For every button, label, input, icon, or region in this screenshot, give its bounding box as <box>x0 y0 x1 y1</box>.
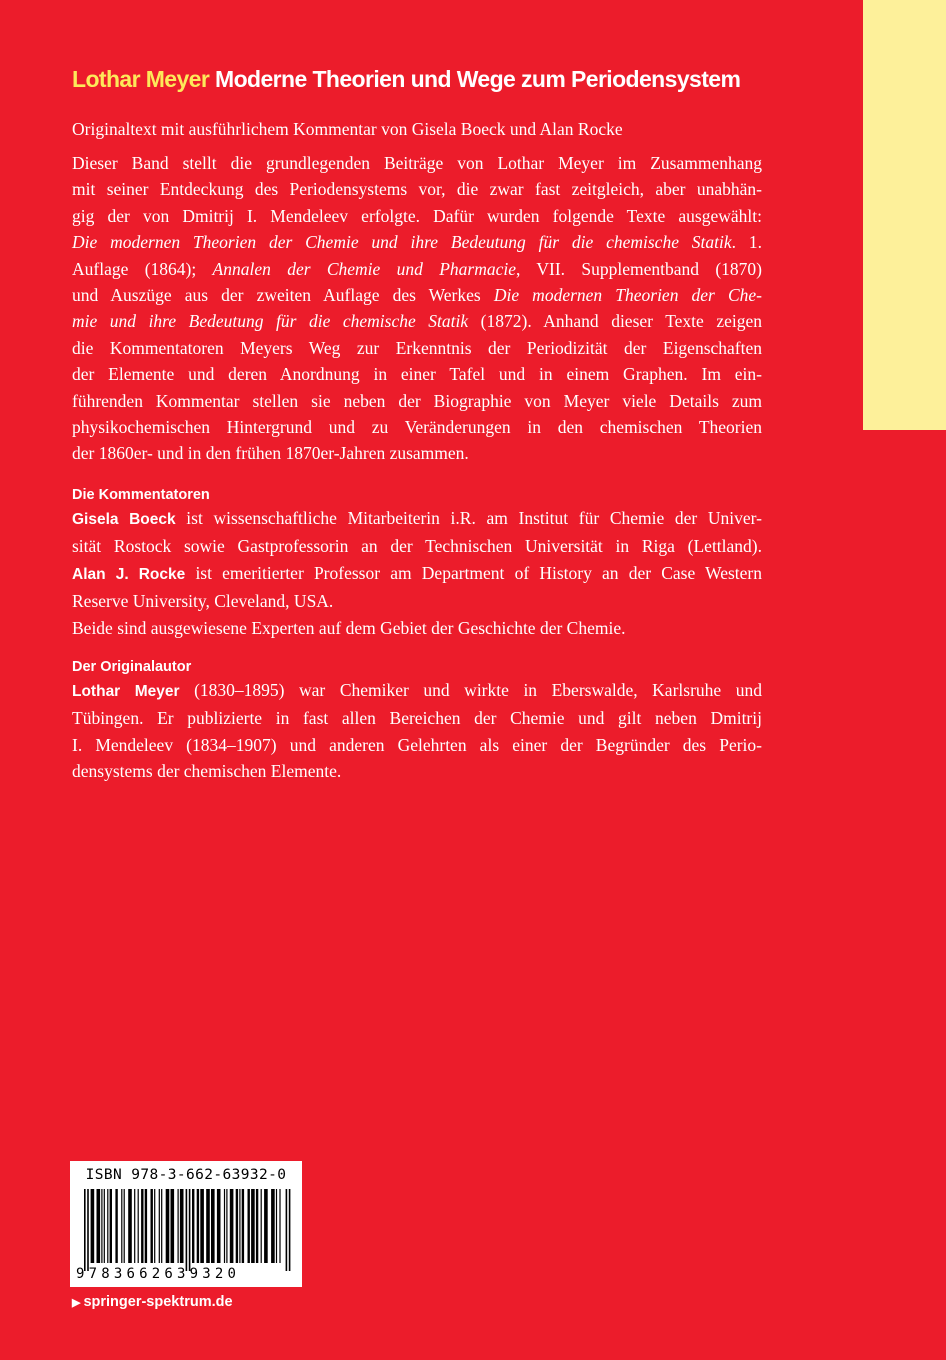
commentator-line <box>72 560 762 588</box>
text-span: (1830–1895) war Chemiker und wirkte in Eberswalde, Karlsruhe und <box>179 679 762 700</box>
description-line: der Elemente und deren Anordnung in einer Tafel und in einem Graphen. Im ein- <box>72 364 762 385</box>
author-line: I. Mendeleev (1834–1907) und anderen Gelehrten als einer der Begründer des Perio- <box>72 734 762 755</box>
text-span: ist wissenschaftliche Mitarbeiterin i.R. am Institut für Chemie der Univer- <box>175 507 762 528</box>
barcode-bar <box>87 1189 89 1271</box>
commentator-name: Alan J. Rocke <box>72 565 186 583</box>
commentator-line: Reserve University, Cleveland, USA. <box>72 591 334 612</box>
book-title-italic: Die modernen Theorien der Chemie und ihre Bedeutung für die chemische Statik <box>72 232 732 253</box>
barcode-bar <box>101 1189 102 1263</box>
description-line <box>72 256 762 282</box>
description-line: der 1860er- und in den frühen 1870er-Jahren zusammen. <box>72 443 469 464</box>
barcode-bar <box>200 1189 204 1263</box>
barcode-bar <box>121 1189 122 1263</box>
description-line: gig der von Dmitrij I. Mendeleev erfolgte. Dafür wurden folgende Texte ausgewählt: <box>72 205 762 226</box>
barcode-bar <box>124 1189 125 1263</box>
barcode-bar <box>110 1189 112 1263</box>
barcode-bar <box>159 1189 160 1263</box>
barcode-bar <box>91 1189 95 1263</box>
commentator-line <box>72 505 762 533</box>
title-text: Moderne Theorien und Wege zum Periodensystem <box>215 66 741 92</box>
barcode-bar <box>217 1189 221 1263</box>
description-line: Dieser Band stellt die grundlegenden Beiträge von Lothar Meyer im Zusammenhang <box>72 153 762 173</box>
barcode-bar <box>178 1189 179 1263</box>
title-author: Lothar Meyer <box>72 66 210 92</box>
barcode-bar <box>128 1189 132 1263</box>
journal-title-italic: Annalen der Chemie und Pharmacie <box>212 258 516 279</box>
commentator-name: Gisela Boeck <box>72 510 176 528</box>
barcode-bar <box>107 1189 108 1263</box>
barcode-bar <box>189 1189 191 1271</box>
barcode-bar <box>192 1189 194 1263</box>
text-span: , VII. Supplementband (1870) <box>516 258 762 279</box>
commentator-line: Beide sind ausgewiesene Experten auf dem Gebiet der Geschichte der Chemie. <box>72 617 626 638</box>
barcode-bar <box>180 1189 184 1263</box>
barcode-digits: 9783662639320 <box>76 1266 241 1282</box>
book-title-italic: Die modernen Theorien der Che- <box>493 285 762 306</box>
text-span: Auflage (1864); <box>72 258 213 279</box>
barcode-bar <box>276 1189 277 1263</box>
commentators-paragraph <box>72 505 762 641</box>
barcode-bar <box>289 1189 291 1271</box>
commentator-line: sität Rostock sowie Gastprofessorin an der Technischen Universität in Riga (Lettland). <box>72 536 762 557</box>
barcode-bar <box>248 1189 250 1263</box>
original-author-heading: Der Originalautor <box>72 658 192 675</box>
barcode-bar <box>154 1189 155 1263</box>
website-url[interactable]: springer-spektrum.de <box>83 1294 233 1310</box>
back-cover-content <box>72 62 762 785</box>
description-line: die Kommentatoren Meyers Weg zur Erkenntnis der Periodizität der Eigenschaften <box>72 337 762 358</box>
subtitle: Originaltext mit ausführlichem Kommentar von Gisela Boeck und Alan Rocke <box>72 119 623 139</box>
barcode-bar <box>256 1189 258 1263</box>
barcode-bar <box>138 1189 139 1263</box>
barcode-bar <box>197 1189 199 1263</box>
barcode-bar <box>279 1189 280 1263</box>
barcode-bar <box>239 1189 240 1263</box>
original-author-paragraph <box>72 677 762 785</box>
edition-number: . 1. <box>731 232 762 253</box>
text-span: (1872). Anhand dieser Texte zeigen <box>468 311 763 332</box>
publisher-website[interactable] <box>72 1294 233 1310</box>
barcode-bar <box>251 1189 255 1263</box>
barcode-bar <box>224 1189 225 1263</box>
barcode-bar <box>151 1189 153 1263</box>
barcode-bar <box>166 1189 170 1263</box>
barcode-bar <box>264 1189 268 1263</box>
isbn-label: ISBN 978-3-662-63932-0 <box>85 1167 287 1183</box>
barcode-bar <box>211 1189 215 1263</box>
barcode-bar <box>134 1189 135 1263</box>
description-line: physikochemischen Hintergrund und zu Veränderungen in den chemischen Theorien <box>72 417 762 438</box>
triangle-right-icon: ▶ <box>72 1297 81 1309</box>
barcode-bar <box>161 1189 162 1263</box>
description-line <box>72 229 762 255</box>
barcode-bar <box>206 1189 210 1263</box>
yellow-accent-tab <box>863 0 946 430</box>
barcode-bar <box>141 1189 143 1263</box>
barcode-bar <box>261 1189 262 1263</box>
author-name: Lothar Meyer <box>72 682 180 700</box>
barcode-bar <box>230 1189 234 1263</box>
book-title-italic: mie und ihre Bedeutung für die chemische Statik <box>72 311 469 332</box>
author-line: Tübingen. Er publizierte in fast allen Bereichen der Chemie und gilt neben Dmitrij <box>72 708 762 729</box>
isbn-barcode <box>70 1161 302 1287</box>
barcode-bar <box>236 1189 238 1263</box>
barcode-bar <box>97 1189 101 1263</box>
barcode-bar <box>242 1189 244 1263</box>
description-paragraph <box>72 150 762 467</box>
barcode-bar <box>286 1189 288 1271</box>
barcode-bar <box>186 1189 188 1271</box>
barcode-bar <box>271 1189 275 1263</box>
barcode-bar <box>145 1189 147 1263</box>
author-line: densystems der chemischen Elemente. <box>72 761 342 782</box>
text-span: und Auszüge aus der zweiten Auflage des Werkes <box>72 285 494 306</box>
barcode-bar <box>226 1189 227 1263</box>
description-line <box>72 282 762 308</box>
description-line: führenden Kommentar stellen sie neben der Biographie von Meyer viele Details zum <box>72 390 762 411</box>
description-line: mit seiner Entdeckung des Periodensystems vor, die zwar fast zeitgleich, aber unabhän- <box>72 179 762 200</box>
book-title <box>72 62 762 96</box>
barcode-bar <box>104 1189 105 1263</box>
barcode-bar <box>84 1189 86 1271</box>
text-span: ist emeritierter Professor am Department of History an der Case Western <box>185 562 762 583</box>
barcode-bar <box>115 1189 117 1263</box>
description-line <box>72 308 762 334</box>
commentators-heading: Die Kommentatoren <box>72 486 210 503</box>
barcode-bar <box>171 1189 175 1263</box>
author-line <box>72 677 762 705</box>
